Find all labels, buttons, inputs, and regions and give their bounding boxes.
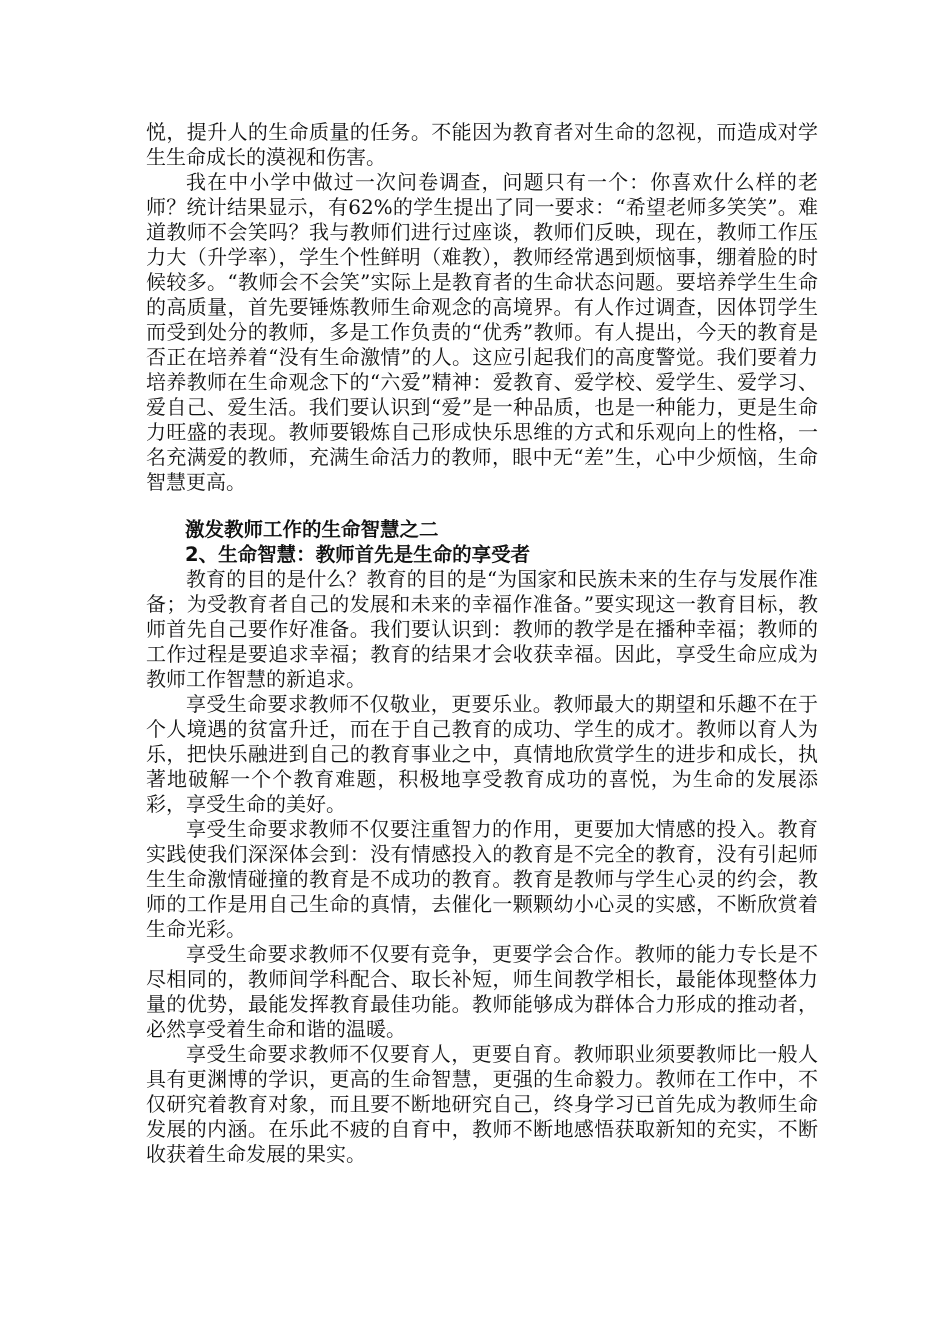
paragraph-continued: 悦，提升人的生命质量的任务。不能因为教育者对生命的忽视，而造成对学生生命成长的漠视和伤害。: [146, 120, 818, 169]
paragraph-enjoy-work: 享受生命要求教师不仅敬业，更要乐业。教师最大的期望和乐趣不在于个人境遇的贫富升迁，而在于自己教育的成功、学生的成才。教师以育人为乐，把快乐融进到自己的教育事业之中，真情地欣赏学生的进步和成长，执著地破解一个个教育难题，积极地享受教育成功的喜悦，为生命的发展添彩，享受生命的美好。: [146, 692, 818, 816]
paragraph-self-education: 享受生命要求教师不仅要育人，更要自育。教师职业须要教师比一般人具有更渊博的学识，更高的生命智慧，更强的生命毅力。教师在工作中，不仅研究着教育对象，而且要不断地研究自己，终身学习已首先成为教师生命发展的内涵。在乐此不疲的自育中，教师不断地感悟获取新知的充实，不断收获着生命发展的果实。: [146, 1042, 818, 1166]
sub-heading: 2、生命智慧：教师首先是生命的享受者: [185, 543, 531, 566]
document-page: [146, 120, 818, 1167]
paragraph-survey: 我在中小学中做过一次问卷调查，问题只有一个：你喜欢什么样的老师？统计结果显示，有62%的学生提出了同一要求：“希望老师多笑笑”。难道教师不会笑吗？我与教师们进行过座谈，教师们反映，现在，教师工作压力大（升学率），学生个性鲜明（难教），教师经常遇到烦恼事，绷着脸的时候较多。“教师会不会笑”实际上是教育者的生命状态问题。要培养学生生命的高质量，首先要锤炼教师生命观念的高境界。有人作过调查，因体罚学生而受到处分的教师，多是工作负责的“优秀”教师。有人提出，今天的教育是否正在培养着“没有生命激情”的人。这应引起我们的高度警觉。我们要着力培养教师在生命观念下的“六爱”精神：爱教育、爱学校、爱学生、爱学习、爱自己、爱生活。我们要认识到“爱”是一种品质，也是一种能力，更是生命力旺盛的表现。教师要锻炼自己形成快乐思维的方式和乐观向上的性格，一名充满爱的教师，充满生命活力的教师，眼中无“差”生，心中少烦恼，生命智慧更高。: [146, 170, 818, 494]
paragraph-cooperation: 享受生命要求教师不仅要有竞争，更要学会合作。教师的能力专长是不尽相同的，教师间学科配合、取长补短，师生间教学相长，最能体现整体力量的优势，最能发挥教育最佳功能。教师能够成为群体合力形成的推动者，必然享受着生命和谐的温暖。: [146, 942, 818, 1041]
section-heading: 激发教师工作的生命智慧之二: [185, 518, 439, 541]
paragraph-emotion: 享受生命要求教师不仅要注重智力的作用，更要加大情感的投入。教育实践使我们深深体会到：没有情感投入的教育是不完全的教育，没有引起师生生命激情碰撞的教育是不成功的教育。教育是教师与学生心灵的约会，教师的工作是用自己生命的真情，去催化一颗颗幼小心灵的实感，不断欣赏着生命光彩。: [146, 817, 818, 941]
paragraph-education-goal: 教育的目的是什么？教育的目的是“为国家和民族未来的生存与发展作准备；为受教育者自己的发展和未来的幸福作准备。”要实现这一教育目标，教师首先自己要作好准备。我们要认识到：教师的教学是在播种幸福；教师的工作过程是要追求幸福；教育的结果才会收获幸福。因此，享受生命应成为教师工作智慧的新追求。: [146, 567, 818, 691]
